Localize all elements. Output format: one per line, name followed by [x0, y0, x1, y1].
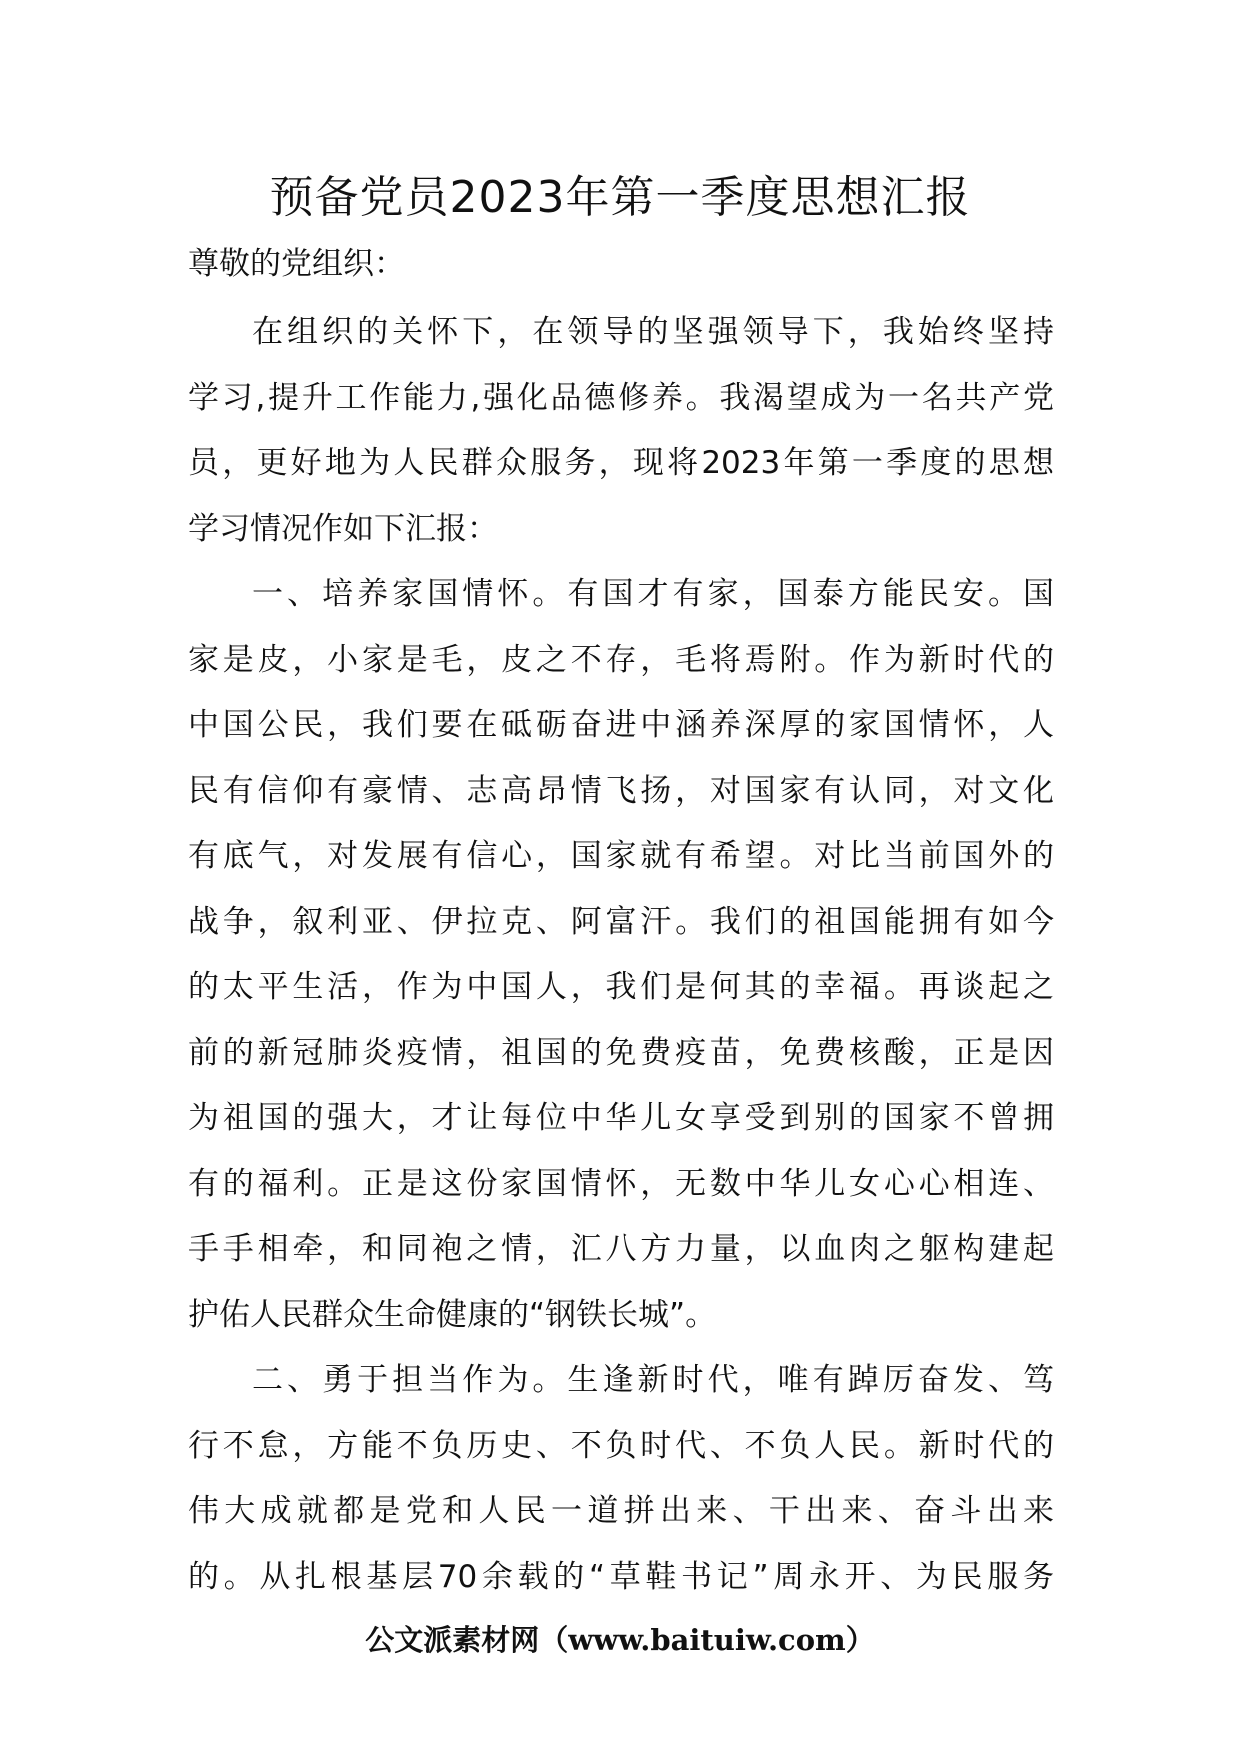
- section-2-line-1: 二、勇于担当作为。生逢新时代，唯有踔厉奋发、笃: [252, 1362, 1054, 1398]
- paragraph-intro-line-1: 在组织的关怀下，在领导的坚强领导下，我始终坚持: [252, 314, 1054, 350]
- salutation: 尊敬的党组织：: [188, 246, 405, 282]
- section-1-line-2: 家是皮，小家是毛，皮之不存，毛将焉附。作为新时代的: [188, 641, 1054, 678]
- paragraph-intro-line-2: 学习,提升工作能力,强化品德修养。我渴望成为一名共产党: [188, 379, 1054, 416]
- paragraph-intro-line-4: 学习情况作如下汇报：: [188, 510, 498, 547]
- section-1-line-10: 有的福利。正是这份家国情怀，无数中华儿女心心相连、: [188, 1165, 1054, 1202]
- section-1-line-8: 前的新冠肺炎疫情，祖国的免费疫苗，免费核酸，正是因: [188, 1034, 1054, 1071]
- section-2-line-2: 行不怠，方能不负历史、不负时代、不负人民。新时代的: [188, 1427, 1054, 1464]
- section-2-line-4: 的。从扎根基层70余载的“草鞋书记”周永开、为民服务: [188, 1558, 1054, 1595]
- section-1-line-1: 一、培养家国情怀。有国才有家，国泰方能民安。国: [252, 576, 1054, 612]
- section-1-line-12: 护佑人民群众生命健康的“钢铁长城”。: [188, 1296, 717, 1333]
- footer-watermark: 公文派素材网（www.baituiw.com）: [365, 1623, 875, 1657]
- section-1-line-11: 手手相牵，和同袍之情，汇八方力量，以血肉之躯构建起: [188, 1231, 1054, 1267]
- document-body: [188, 300, 1054, 1610]
- paragraph-intro-line-3: 员，更好地为人民群众服务，现将2023年第一季度的思想: [188, 445, 1054, 481]
- section-1-line-5: 有底气，对发展有信心，国家就有希望。对比当前国外的: [188, 838, 1054, 874]
- section-1-line-9: 为祖国的强大，才让每位中华儿女享受到别的国家不曾拥: [188, 1100, 1054, 1136]
- document-title: 预备党员2023年第一季度思想汇报: [269, 172, 971, 223]
- section-2-line-3: 伟大成就都是党和人民一道拼出来、干出来、奋斗出来: [188, 1493, 1054, 1529]
- section-1-line-4: 民有信仰有豪情、志高昂情飞扬，对国家有认同，对文化: [188, 772, 1054, 809]
- section-1-line-6: 战争，叙利亚、伊拉克、阿富汗。我们的祖国能拥有如今: [188, 903, 1054, 940]
- section-1-line-3: 中国公民，我们要在砥砺奋进中涵养深厚的家国情怀，人: [188, 707, 1054, 743]
- section-1-line-7: 的太平生活，作为中国人，我们是何其的幸福。再谈起之: [188, 969, 1054, 1005]
